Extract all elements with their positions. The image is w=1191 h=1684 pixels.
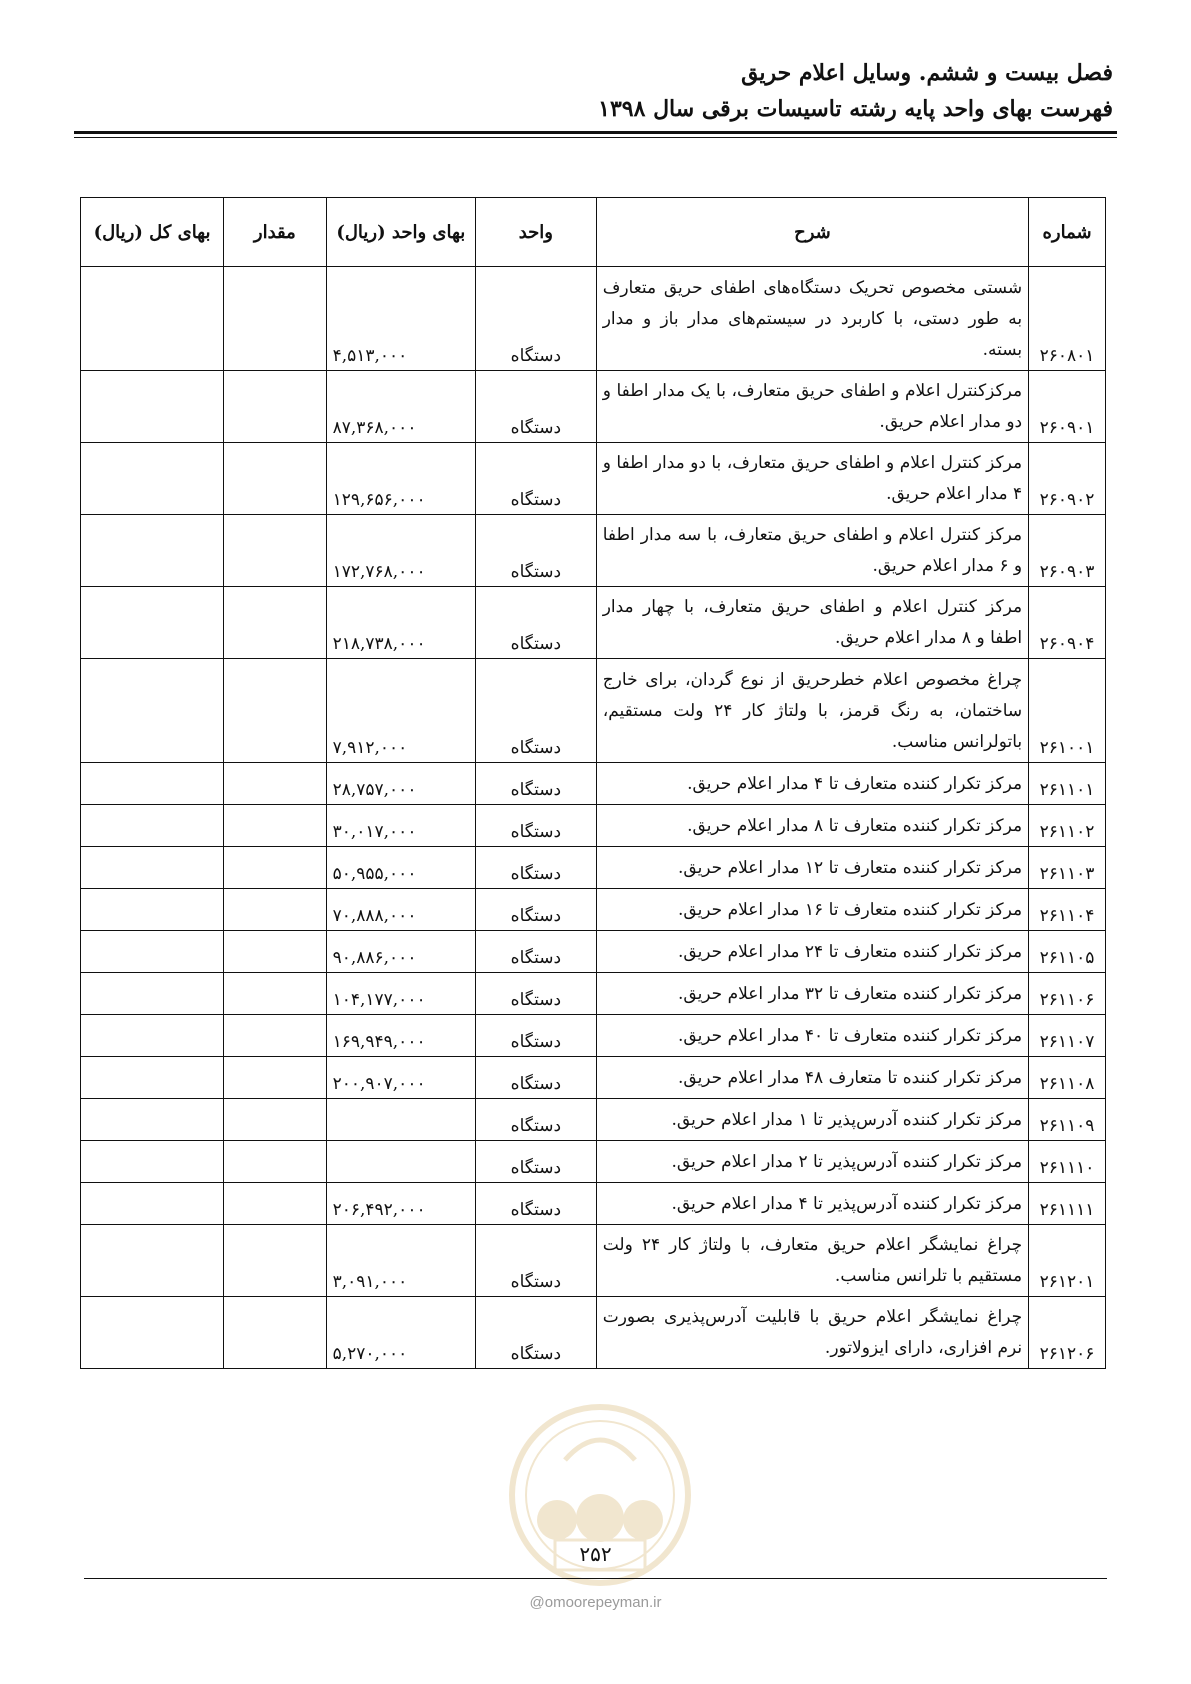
row-unit-price: ۲۸,۷۵۷,۰۰۰ [326,763,475,805]
row-unit-price: ۹۰,۸۸۶,۰۰۰ [326,931,475,973]
table-row [81,763,1106,805]
table-row [81,1183,1106,1225]
table-row [81,847,1106,889]
row-unit: دستگاه [476,515,597,587]
row-quantity [224,1015,327,1057]
table-header-row [81,198,1106,267]
row-unit-price: ۳۰,۰۱۷,۰۰۰ [326,805,475,847]
row-total-price [81,267,224,371]
row-unit-price: ۱۷۲,۷۶۸,۰۰۰ [326,515,475,587]
document-subtitle: فهرست بهای واحد پایه رشته تاسیسات برقی سال ۱۳۹۸ [598,96,1113,122]
row-total-price [81,515,224,587]
row-total-price [81,371,224,443]
row-quantity [224,1225,327,1297]
row-unit: دستگاه [476,443,597,515]
header-rule-thick [74,131,1117,134]
row-unit: دستگاه [476,1057,597,1099]
row-unit-price: ۱۰۴,۱۷۷,۰۰۰ [326,973,475,1015]
table-row [81,1141,1106,1183]
row-total-price [81,763,224,805]
row-code: ۲۶۱۲۰۶ [1029,1297,1106,1369]
row-description: مرکز تکرار کننده متعارف تا ۱۲ مدار اعلام حریق. [596,847,1028,889]
table-row [81,443,1106,515]
row-quantity [224,1183,327,1225]
row-total-price [81,1015,224,1057]
row-total-price [81,805,224,847]
row-total-price [81,847,224,889]
row-unit: دستگاه [476,1141,597,1183]
row-unit: دستگاه [476,1297,597,1369]
row-code: ۲۶۱۱۰۱ [1029,763,1106,805]
row-unit: دستگاه [476,805,597,847]
table-row [81,267,1106,371]
table-row [81,1015,1106,1057]
col-header-code: شماره [1029,198,1106,267]
table-row [81,973,1106,1015]
row-quantity [224,763,327,805]
row-total-price [81,1183,224,1225]
header-rule-thin [74,137,1117,138]
row-description: مرکز تکرار کننده متعارف تا ۲۴ مدار اعلام حریق. [596,931,1028,973]
row-description: مرکز تکرار کننده متعارف تا ۴ مدار اعلام حریق. [596,763,1028,805]
table-row [81,1099,1106,1141]
row-unit-price: ۲۰۶,۴۹۲,۰۰۰ [326,1183,475,1225]
row-description: چراغ نمایشگر اعلام حریق با قابلیت آدرس‌پذیری بصورت نرم افزاری، دارای ایزولاتور. [596,1297,1028,1369]
col-header-unit: واحد [476,198,597,267]
row-unit-price: ۵,۲۷۰,۰۰۰ [326,1297,475,1369]
row-total-price [81,931,224,973]
col-header-total-price: بهای کل (ریال) [81,198,224,267]
row-code: ۲۶۰۹۰۴ [1029,587,1106,659]
row-total-price [81,1297,224,1369]
row-unit: دستگاه [476,267,597,371]
row-code: ۲۶۱۱۱۰ [1029,1141,1106,1183]
row-quantity [224,889,327,931]
row-total-price [81,659,224,763]
row-quantity [224,931,327,973]
row-description: مرکز تکرار کننده آدرس‌پذیر تا ۴ مدار اعلام حریق. [596,1183,1028,1225]
table-row [81,889,1106,931]
row-code: ۲۶۱۲۰۱ [1029,1225,1106,1297]
row-unit: دستگاه [476,1099,597,1141]
row-quantity [224,973,327,1015]
row-code: ۲۶۱۱۱۱ [1029,1183,1106,1225]
row-unit: دستگاه [476,587,597,659]
row-unit-price: ۱۶۹,۹۴۹,۰۰۰ [326,1015,475,1057]
row-total-price [81,1057,224,1099]
row-code: ۲۶۱۱۰۸ [1029,1057,1106,1099]
row-description: چراغ مخصوص اعلام خطرحریق از نوع گردان، برای خارج ساختمان، به رنگ قرمز، با ولتاژ کار ۲۴ ولت مستقیم، باتولرانس مناسب. [596,659,1028,763]
row-total-price [81,1099,224,1141]
row-code: ۲۶۱۱۰۳ [1029,847,1106,889]
row-quantity [224,1141,327,1183]
row-quantity [224,847,327,889]
row-unit: دستگاه [476,371,597,443]
row-total-price [81,973,224,1015]
table-row [81,659,1106,763]
row-unit: دستگاه [476,931,597,973]
row-quantity [224,1297,327,1369]
row-code: ۲۶۱۱۰۵ [1029,931,1106,973]
row-description: مرکز کنترل اعلام و اطفای حریق متعارف، با چهار مدار اطفا و ۸ مدار اعلام حریق. [596,587,1028,659]
row-unit-price: ۷۰,۸۸۸,۰۰۰ [326,889,475,931]
row-code: ۲۶۱۱۰۶ [1029,973,1106,1015]
row-unit-price [326,1099,475,1141]
row-unit: دستگاه [476,847,597,889]
table-row [81,515,1106,587]
row-description: چراغ نمایشگر اعلام حریق متعارف، با ولتاژ کار ۲۴ ولت مستقیم با تلرانس مناسب. [596,1225,1028,1297]
table-row [81,587,1106,659]
table-row [81,1297,1106,1369]
table-row [81,931,1106,973]
row-total-price [81,889,224,931]
row-quantity [224,371,327,443]
row-code: ۲۶۰۹۰۲ [1029,443,1106,515]
table-row [81,1225,1106,1297]
row-description: مرکز تکرار کننده متعارف تا ۸ مدار اعلام حریق. [596,805,1028,847]
row-code: ۲۶۰۹۰۱ [1029,371,1106,443]
footer-rule [84,1578,1107,1579]
row-description: شستی مخصوص تحریک دستگاه‌های اطفای حریق متعارف به طور دستی، با کاربرد در سیستم‌های مدار باز و مدار بسته. [596,267,1028,371]
table-row [81,371,1106,443]
row-description: مرکز تکرار کننده تا متعارف ۴۸ مدار اعلام حریق. [596,1057,1028,1099]
price-table [80,197,1106,1369]
row-unit-price [326,1141,475,1183]
row-unit-price: ۴,۵۱۳,۰۰۰ [326,267,475,371]
site-url: @omoorepeyman.ir [529,1594,662,1611]
row-quantity [224,587,327,659]
row-description: مرکز کنترل اعلام و اطفای حریق متعارف، با دو مدار اطفا و ۴ مدار اعلام حریق. [596,443,1028,515]
row-description: مرکز تکرار کننده متعارف تا ۳۲ مدار اعلام حریق. [596,973,1028,1015]
row-code: ۲۶۱۱۰۹ [1029,1099,1106,1141]
page-number: ۲۵۲ [579,1542,612,1566]
row-total-price [81,587,224,659]
row-unit-price: ۵۰,۹۵۵,۰۰۰ [326,847,475,889]
row-unit-price: ۲۱۸,۷۳۸,۰۰۰ [326,587,475,659]
row-total-price [81,443,224,515]
row-description: مرکز تکرار کننده متعارف تا ۱۶ مدار اعلام حریق. [596,889,1028,931]
row-quantity [224,659,327,763]
row-description: مرکز تکرار کننده آدرس‌پذیر تا ۱ مدار اعلام حریق. [596,1099,1028,1141]
col-header-quantity: مقدار [224,198,327,267]
row-quantity [224,443,327,515]
row-description: مرکزکنترل اعلام و اطفای حریق متعارف، با یک مدار اطفا و دو مدار اعلام حریق. [596,371,1028,443]
row-unit: دستگاه [476,1015,597,1057]
row-unit-price: ۲۰۰,۹۰۷,۰۰۰ [326,1057,475,1099]
row-unit: دستگاه [476,1183,597,1225]
row-unit: دستگاه [476,763,597,805]
row-code: ۲۶۱۰۰۱ [1029,659,1106,763]
row-unit-price: ۱۲۹,۶۵۶,۰۰۰ [326,443,475,515]
col-header-unit-price: بهای واحد (ریال) [326,198,475,267]
row-quantity [224,805,327,847]
row-unit: دستگاه [476,889,597,931]
row-code: ۲۶۱۱۰۲ [1029,805,1106,847]
table-row [81,805,1106,847]
row-code: ۲۶۱۱۰۷ [1029,1015,1106,1057]
row-quantity [224,515,327,587]
row-quantity [224,1057,327,1099]
row-unit-price: ۳,۰۹۱,۰۰۰ [326,1225,475,1297]
row-unit: دستگاه [476,973,597,1015]
row-unit-price: ۷,۹۱۲,۰۰۰ [326,659,475,763]
row-quantity [224,1099,327,1141]
row-unit: دستگاه [476,1225,597,1297]
row-code: ۲۶۱۱۰۴ [1029,889,1106,931]
row-unit: دستگاه [476,659,597,763]
chapter-title: فصل بیست و ششم. وسایل اعلام حریق [741,60,1113,86]
row-code: ۲۶۰۸۰۱ [1029,267,1106,371]
row-quantity [224,267,327,371]
row-total-price [81,1225,224,1297]
row-code: ۲۶۰۹۰۳ [1029,515,1106,587]
row-unit-price: ۸۷,۳۶۸,۰۰۰ [326,371,475,443]
row-description: مرکز تکرار کننده آدرس‌پذیر تا ۲ مدار اعلام حریق. [596,1141,1028,1183]
row-total-price [81,1141,224,1183]
table-row [81,1057,1106,1099]
row-description: مرکز تکرار کننده متعارف تا ۴۰ مدار اعلام حریق. [596,1015,1028,1057]
row-description: مرکز کنترل اعلام و اطفای حریق متعارف، با سه مدار اطفا و ۶ مدار اعلام حریق. [596,515,1028,587]
col-header-description: شرح [596,198,1028,267]
